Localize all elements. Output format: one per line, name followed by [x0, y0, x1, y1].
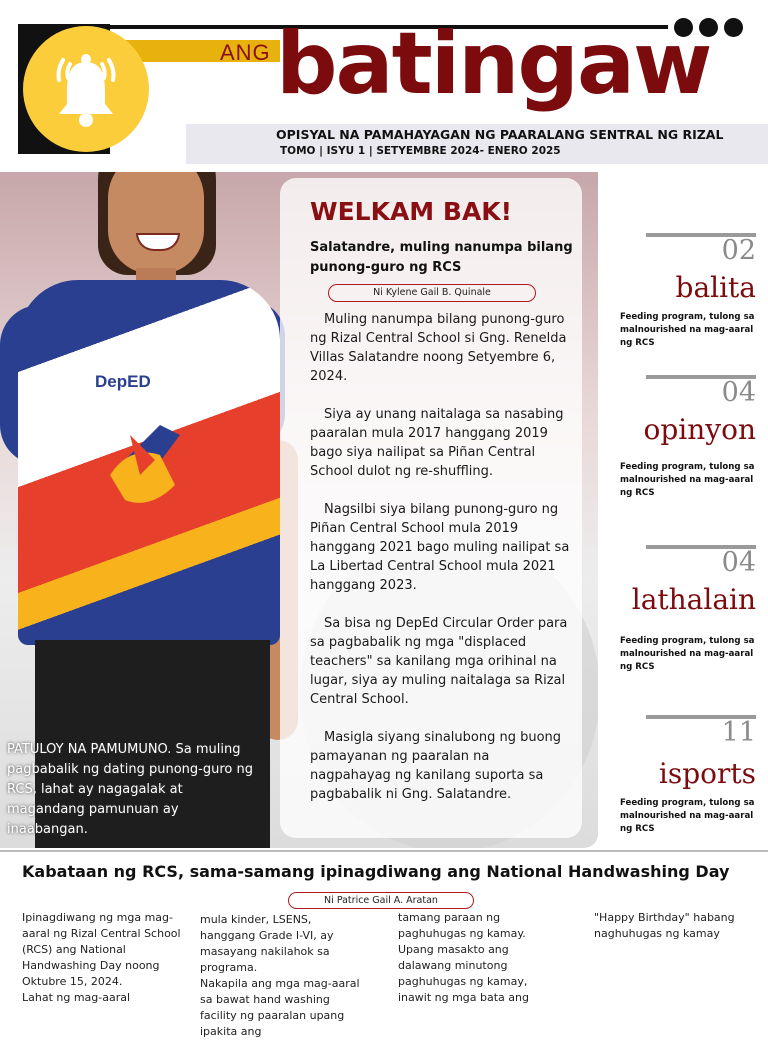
story2-column: tamang paraan ng paghuhugas ng kamay. Upang masakto ang dalawang minutong paghuhugas ng kamay, inawit ng mga bata ang: [398, 911, 529, 1004]
sidebar-page-number: 11: [721, 717, 756, 748]
section-divider: [0, 850, 768, 852]
hands-logo-icon: [100, 405, 200, 515]
sidebar-page-number: 04: [721, 377, 756, 408]
sidebar-section-title: opinyon: [643, 413, 756, 446]
story2-column: "Happy Birthday" habang naghuhugas ng kamay: [594, 911, 735, 940]
lead-deck: Salatandre, muling nanumpa bilang punong-guro ng RCS: [310, 240, 573, 275]
lead-headline: WELKAM BAK!: [310, 197, 513, 226]
sidebar-teaser: Feeding program, tulong sa malnourished na mag-aaral ng RCS: [620, 462, 755, 498]
story2-headline: Kabataan ng RCS, sama-samang ipinagdiwang ang National Handwashing Day: [22, 862, 730, 881]
issue-info: TOMO | ISYU 1 | SETYEMBRE 2024- ENERO 2025: [280, 145, 561, 157]
lead-paragraph: Masigla siyang sinalubong ng buong pamayanan ng paaralan na nagpahayag ng kanilang suporta sa pagbabalik ni Gng. Salatandre.: [310, 730, 562, 802]
masthead-title: batingaw: [276, 14, 711, 114]
sidebar-section-title: isports: [658, 757, 756, 790]
sidebar-page-number: 02: [721, 235, 756, 266]
lead-paragraph: Nagsilbi siya bilang punong-guro ng Piñan Central School mula 2019 hanggang 2021 bago muling nailipat sa La Libertad Central School mula 2021 hanggang 2023.: [310, 502, 570, 593]
sidebar-section-title: balita: [675, 271, 756, 304]
masthead-subtitle: OPISYAL NA PAMAHAYAGAN NG PAARALANG SENTRAL NG RIZAL: [276, 127, 724, 142]
lead-paragraph: Siya ay unang naitalaga sa nasabing paaralan mula 2017 hanggang 2019 bago siya nailipat sa Piñan Central School dulot ng re-shuffling.: [310, 407, 564, 479]
deped-logo: DepED: [95, 372, 151, 391]
story2-byline: Ni Patrice Gail A. Aratan: [288, 892, 474, 909]
sidebar-teaser: Feeding program, tulong sa malnourished na mag-aaral ng RCS: [620, 798, 755, 834]
story2-column: mula kinder, LSENS, hanggang Grade I-VI, ay masayang nakilahok sa programa. Nakapila ang mga mag-aaral sa bawat hand washing facility ng paaralan upang ipakita ang: [200, 913, 360, 1038]
lead-byline: Ni Kylene Gail B. Quinale: [328, 284, 536, 302]
bell-icon: [23, 26, 149, 152]
sidebar-item-isports[interactable]: [620, 715, 760, 840]
sidebar-item-opinyon[interactable]: [620, 375, 760, 498]
lead-paragraph: Sa bisa ng DepEd Circular Order para sa pagbabalik ng mga "displaced teachers" sa kanilang mga orihinal na lugar, siya ay muling naitalaga sa Rizal Central School.: [310, 616, 568, 707]
story2-column: Ipinagdiwang ng mga mag-aaral ng Rizal Central School (RCS) ang National Handwashing Day noong Oktubre 15, 2024. Lahat ng mag-aaral: [22, 911, 181, 1004]
lead-body: [310, 310, 570, 823]
masthead-ang: ANG: [220, 40, 271, 65]
sidebar-teaser: Feeding program, tulong sa malnourished na mag-aaral ng RCS: [620, 636, 755, 672]
sidebar-item-lathalain[interactable]: [620, 545, 760, 672]
lead-paragraph: Muling nanumpa bilang punong-guro ng Rizal Central School si Gng. Renelda Villas Salatandre noong Setyembre 6, 2024.: [310, 312, 567, 384]
sidebar-page-number: 04: [721, 547, 756, 578]
sidebar-section-title: lathalain: [631, 583, 756, 616]
sidebar-teaser: Feeding program, tulong sa malnourished na mag-aaral ng RCS: [620, 312, 755, 348]
sidebar-item-balita[interactable]: [620, 233, 760, 348]
photo-caption: PATULOY NA PAMUMUNO. Sa muling pagbabalik ng dating punong-guro ng RCS, lahat ay nagagalak at magandang pamunuan ay inaabangan.: [7, 742, 253, 837]
